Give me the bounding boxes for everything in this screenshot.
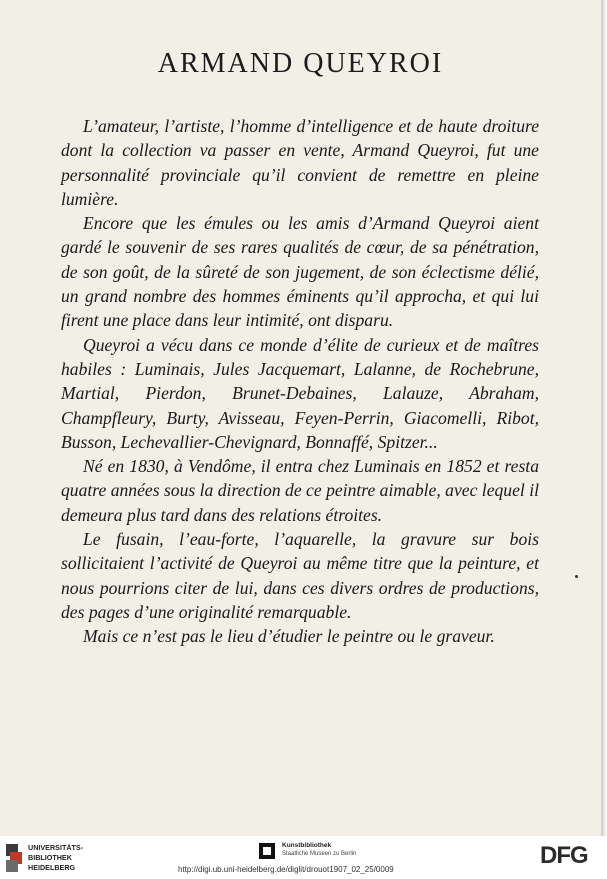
paragraph-4: Né en 1830, à Vendôme, il entra chez Luminais en 1852 et resta quatre années sous la direction de ce peintre aimable, avec lequel il demeura plus tard dans des relations étroites. [61,456,539,525]
ink-speck [575,575,578,578]
kunstbibliothek-logo[interactable] [258,842,418,864]
university-library-logo[interactable] [4,841,90,875]
kunstbibliothek-icon [258,842,276,860]
paragraph-6: Mais ce n’est pas le lieu d’étudier le peintre ou le graveur. [83,626,495,647]
university-line-1: UNIVERSITÄTS- [28,843,84,852]
body-text [61,114,539,649]
source-url[interactable]: http://digi.ub.uni-heidelberg.de/diglit/drouot1907_02_25/0009 [178,865,394,874]
university-name [28,843,83,873]
page-title: ARMAND QUEYROI [157,48,444,79]
university-seal-icon [4,841,24,875]
page-edge-shadow [601,0,607,836]
paragraph-1: L’amateur, l’artiste, l’homme d’intelligence et de haute droiture dont la collection va passer en vente, Armand Queyroi, fut une personnalité provinciale qu’il convient de remettre en pleine lumière. [61,116,539,209]
dfg-logo[interactable]: DFG [540,842,588,869]
kunstbibliothek-label: Kunstbibliothek [282,842,332,849]
paragraph-3: Queyroi a vécu dans ce monde d’élite de curieux et de maîtres habiles : Luminais, Jules Jacquemart, Lalanne, de Rochebrune, Martial, Pierdon, Brunet-Debaines, Lalauze, Abraham, Champfleury, Burty, Avisseau, Feyen-Perrin, Giacomelli, Ribot, Busson, Lechevallier-Chevignard, Bonnaffé, Spitzer... [61,334,539,452]
paragraph-2: Encore que les émules ou les amis d’Armand Queyroi aient gardé le souvenir de ses rares qualités de cœur, de sa pénétration, de son goût, de la sûreté de son jugement, de son éclectisme délié, un grand nombre des hommes éminents qu’il approcha, et qui lui firent une place dans leur intimité, ont disparu. [61,213,539,331]
digitization-footer [0,836,607,879]
museum-label: Staatliche Museen zu Berlin [282,851,357,857]
paragraph-5: Le fusain, l’eau-forte, l’aquarelle, la gravure sur bois sollicitaient l’activité de Queyroi au même titre que la peinture, et nous pourrions citer de lui, dans ces divers ordres de productions, des pages d’une originalité remarquable. [61,529,539,622]
university-line-2: BIBLIOTHEK [28,853,72,862]
university-line-3: HEIDELBERG [28,863,76,872]
